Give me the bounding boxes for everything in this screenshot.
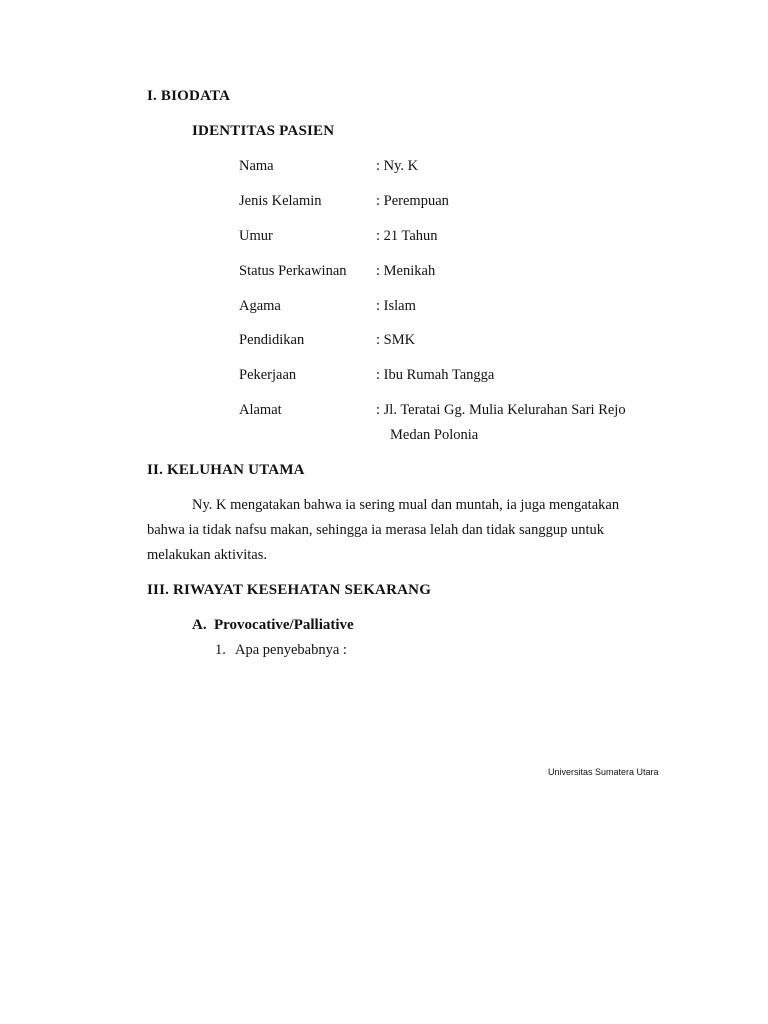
field-value: : 21 Tahun (376, 228, 438, 244)
paragraph-line: melakukan aktivitas. (147, 547, 267, 563)
footer-university: Universitas Sumatera Utara (548, 767, 659, 777)
section-riwayat-kesehatan-title: III. RIWAYAT KESEHATAN SEKARANG (147, 582, 432, 598)
field-label: Nama (239, 158, 274, 174)
field-value: : Menikah (376, 263, 436, 279)
field-label: Pendidikan (239, 332, 305, 348)
subsection-title: Provocative/Palliative (214, 617, 354, 633)
address-continuation: Medan Polonia (390, 427, 479, 443)
subsection-marker: A. (192, 617, 207, 633)
field-value: : Ibu Rumah Tangga (376, 367, 495, 383)
field-value: : Islam (376, 298, 416, 314)
list-item (215, 642, 347, 659)
paragraph-line: bahwa ia tidak nafsu makan, sehingga ia merasa lelah dan tidak sanggup untuk (147, 522, 605, 538)
field-value: : Perempuan (376, 193, 449, 209)
identitas-pasien-title: IDENTITAS PASIEN (192, 123, 335, 139)
field-label: Agama (239, 298, 281, 314)
list-item-number: 1. (215, 642, 226, 658)
section-biodata-title: I. BIODATA (147, 88, 231, 104)
field-label: Pekerjaan (239, 367, 297, 383)
field-label: Jenis Kelamin (239, 193, 322, 209)
keluhan-paragraph (147, 493, 667, 568)
paragraph-line: Ny. K mengatakan bahwa ia sering mual dan muntah, ia juga mengatakan (192, 497, 620, 513)
field-value: : SMK (376, 332, 416, 348)
section-keluhan-utama-title: II. KELUHAN UTAMA (147, 462, 305, 478)
list-item-text: Apa penyebabnya : (235, 642, 347, 658)
field-value: : Ny. K (376, 158, 419, 174)
field-value: : Jl. Teratai Gg. Mulia Kelurahan Sari Rejo (376, 402, 626, 418)
field-label: Status Perkawinan (239, 263, 347, 279)
subsection-provocative-palliative (192, 617, 354, 634)
field-label: Umur (239, 228, 273, 244)
field-label: Alamat (239, 402, 282, 418)
